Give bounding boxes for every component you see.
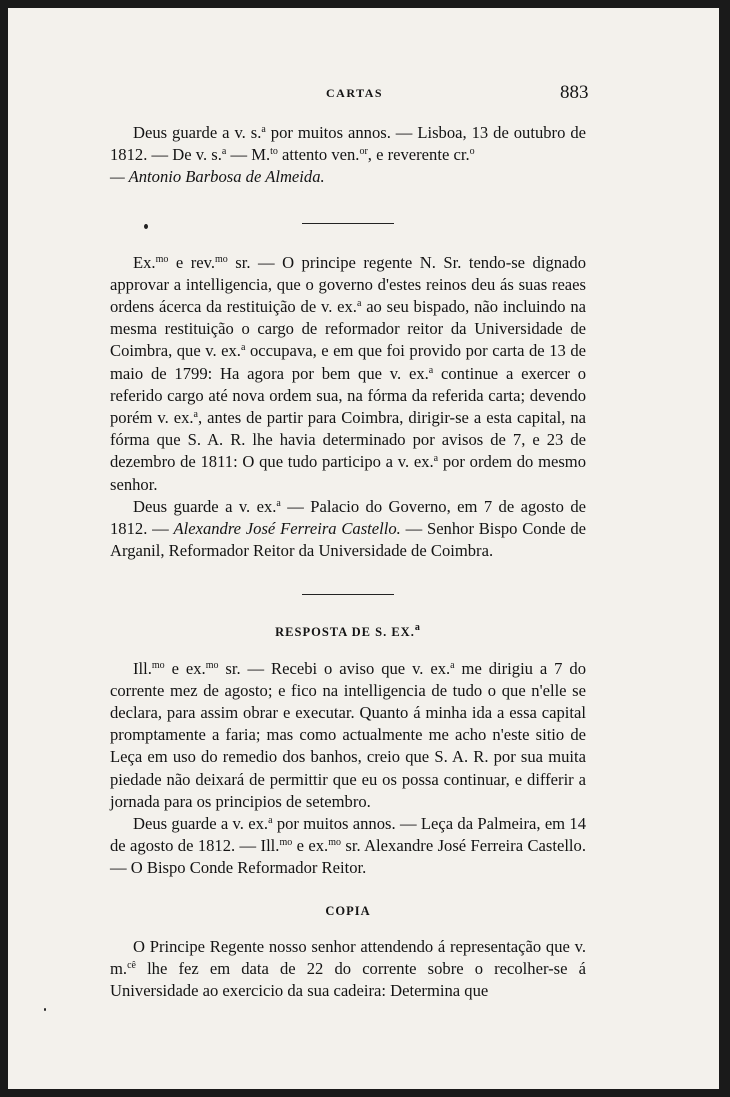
section-divider (302, 594, 394, 595)
letter1-signature: — Antonio Barbosa de Almeida. (110, 167, 325, 187)
section-divider (302, 223, 394, 224)
running-title: CARTAS (326, 86, 384, 100)
ink-spot (44, 1008, 46, 1011)
letter2-signature: Alexandre José Ferreira Castello. (173, 519, 401, 539)
copy-heading: COPIA (325, 903, 371, 918)
page-number: 883 (560, 82, 589, 103)
page-header (8, 82, 719, 106)
letter2-closing: Deus guarde a v. ex.$^a$ — Palacio do Governo, em 7 de agosto de 1812. — Alexandre José Ferreira Castello. — Senhor Bispo Conde de Arganil, Reformador Reitor da Universidade de Coimbra. (110, 496, 586, 561)
body-text (110, 122, 586, 1003)
letter3-body: Ill.$^{mo}$ e ex.$^{mo}$ sr. — Recebi o aviso que v. ex.$^a$ me dirigiu a 7 do corrente mez de agosto; e fico na intelligencia de tudo o que n'elle se declara, para assim obrar e executar. Quanto á minha ida a essa capital promptamente a faria; mas como actualmente me acho n'este sitio de Leça em uso do remedio dos banhos, creio que S. A. R. por sua muita piedade não deixará de permittir que eu os possa continuar, e differir a jornada para os principios de setembro. (110, 658, 586, 811)
response-heading: RESPOSTA DE S. EX.$^a$ (275, 622, 421, 640)
letter2-body: Ex.$^{mo}$ e rev.$^{mo}$ sr. — O principe regente N. Sr. tendo-se dignado approvar a intelligencia, que o governo d'estes reinos deu ás suas reaes ordens ácerca da restituição de v. ex.$^a$ ao seu bispado, não incluindo na mesma restituição o cargo de reformador reitor da Universidade de Coimbra, que v. ex.$^a$ occupava, e em que foi provido por carta de 13 de maio de 1799: Ha agora por bem que v. ex.$^a$ continue a exercer o referido cargo até nova ordem sua, na fórma da referida carta; devendo porém v. ex.$^a$, antes de partir para Coimbra, dirigir-se a esta capital, na fórma que S. A. R. lhe havia determinado por avisos de 7, e 23 de dezembro de 1811: O que tudo participo a v. ex.$^a$ por ordem do mesmo senhor. (110, 252, 587, 494)
letter1-closing: Deus guarde a v. s.$^a$ por muitos annos. — Lisboa, 13 de outubro de 1812. — De v. s.$^a$ — M.$^{to}$ attento ven.$^{or}$, e reverente cr.$^o$ — Antonio Barbosa de Almeida. (110, 123, 586, 187)
document-page (8, 8, 719, 1089)
letter3-closing: Deus guarde a v. ex.$^a$ por muitos annos. — Leça da Palmeira, em 14 de agosto de 1812. — Ill.$^{mo}$ e ex.$^{mo}$ sr. Alexandre José Ferreira Castello. — O Bispo Conde Reformador Reitor. (110, 814, 586, 878)
copy-body: O Principe Regente nosso senhor attendendo á representação que v. m.$^{cê}$ lhe fez em data de 22 do corrente sobre o recolher-se á Universidade ao exercicio da sua cadeira: Determina que (110, 936, 586, 1001)
ink-spot (144, 224, 148, 229)
